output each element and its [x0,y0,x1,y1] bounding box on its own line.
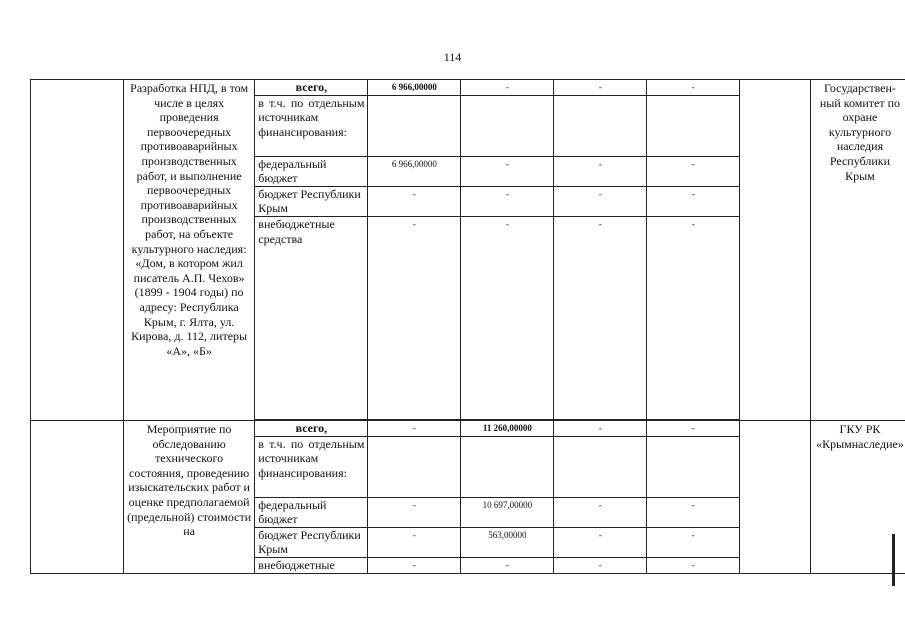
amount-cell [461,436,554,497]
source-label: всего, [255,80,368,96]
amount-cell: - [647,497,740,527]
amount-cell: 10 697,00000 [461,497,554,527]
empty-cell [740,420,811,573]
amount-cell: - [461,216,554,419]
measure-description: Разработка НПД, в том числе в целях проведения первоочередных противоаварийных производственных работ, и выполнение первоочередных противоаварийных производственных работ, на объекте культурного наследия: «Дом, в котором жил писатель А.П. Чехов» (1899 - 1904 годы) по адресу: Республика Крым, г. Ялта, ул. Кирова, д. 112, литеры «А», «Б» [123,80,254,421]
scan-edge-mark [892,534,895,586]
amount-cell: - [368,216,461,419]
funding-table [30,79,905,574]
empty-cell [31,80,124,421]
source-label: бюджет Республики Крым [255,527,368,557]
amount-cell: - [461,156,554,186]
amount-cell: 11 260,00000 [461,420,554,436]
amount-cell: - [368,497,461,527]
amount-cell: - [554,420,647,436]
table-row [31,420,905,436]
empty-cell [740,80,811,421]
empty-cell [31,420,124,573]
amount-cell: - [461,80,554,96]
amount-cell: 6 966,00000 [368,156,461,186]
amount-cell: - [461,186,554,216]
amount-cell [647,436,740,497]
amount-cell: - [647,156,740,186]
amount-cell: - [368,420,461,436]
measure-description: Мероприятие по обследованию технического состояния, проведению изыскательских работ и оценке предполагаемой (предельной) стоимости на [123,420,254,573]
amount-cell: - [647,216,740,419]
amount-cell: - [554,186,647,216]
amount-cell: - [461,557,554,573]
amount-cell: - [647,557,740,573]
source-label: всего, [255,420,368,436]
source-label: в т.ч. по отдельным источникам финансирования: [255,95,368,156]
amount-cell: - [368,557,461,573]
source-label: федеральный бюджет [255,156,368,186]
amount-cell [461,95,554,156]
amount-cell: - [368,527,461,557]
amount-cell: - [554,497,647,527]
amount-cell: - [647,420,740,436]
page-number: 114 [443,50,462,64]
amount-cell [368,436,461,497]
source-label: внебюджетные [255,557,368,573]
responsible-executor: Государствен-ный комитет по охране культурного наследия Республики Крым [810,80,905,421]
amount-cell: 563,00000 [461,527,554,557]
amount-cell: - [647,527,740,557]
amount-cell: 6 966,00000 [368,80,461,96]
amount-cell: - [554,527,647,557]
amount-cell [554,95,647,156]
source-label: в т.ч. по отдельным источникам финансирования: [255,436,368,497]
amount-cell [647,95,740,156]
amount-cell [368,95,461,156]
amount-cell: - [554,156,647,186]
amount-cell: - [647,186,740,216]
source-label: федеральный бюджет [255,497,368,527]
source-label: бюджет Республики Крым [255,186,368,216]
amount-cell: - [554,80,647,96]
responsible-executor: ГКУ РК «Крымнаследие» [810,420,905,573]
source-label: внебюджетные средства [255,216,368,419]
amount-cell: - [368,186,461,216]
table-row [31,80,905,96]
amount-cell: - [647,80,740,96]
amount-cell: - [554,216,647,419]
amount-cell: - [554,557,647,573]
amount-cell [554,436,647,497]
